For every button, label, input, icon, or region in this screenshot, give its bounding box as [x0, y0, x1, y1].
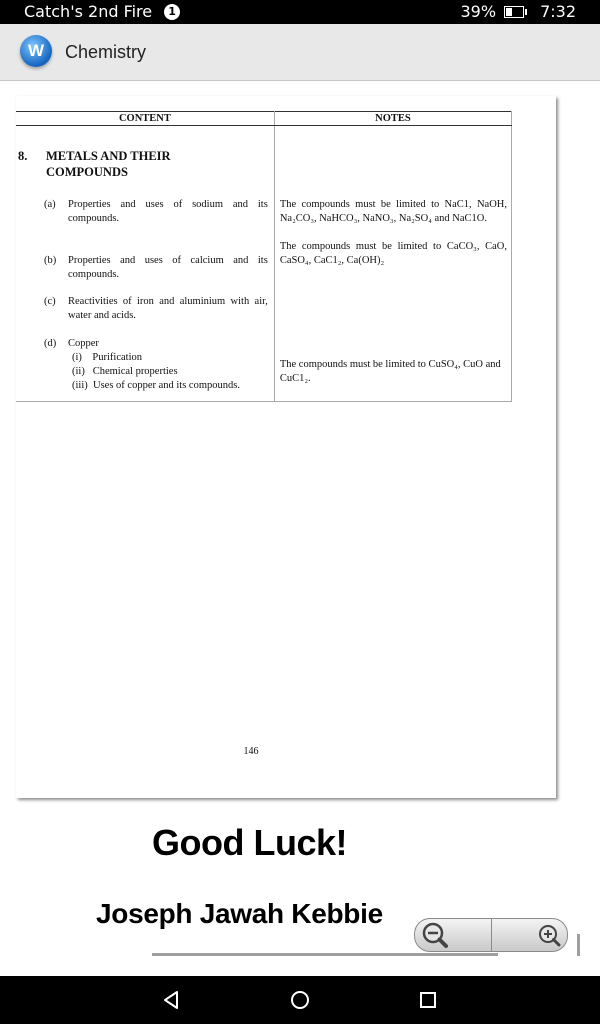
subitem-chemical-properties: (ii) Chemical properties: [72, 366, 178, 377]
clock: 7:32: [540, 2, 576, 21]
item-label: (b): [44, 255, 57, 266]
item-text: Copper: [68, 338, 99, 349]
zoom-in-button[interactable]: [492, 919, 568, 951]
content-item-a: [16, 198, 274, 226]
item-text: Properties and uses of sodium and its compounds.: [68, 199, 268, 224]
notes-cell: [274, 126, 511, 402]
subitem-purification: (i) Purification: [72, 352, 142, 363]
app-logo-icon[interactable]: W: [20, 35, 52, 67]
horizontal-scrollbar[interactable]: [152, 953, 498, 956]
content-item-b: [16, 254, 274, 282]
author-name: Joseph Jawah Kebbie: [96, 898, 383, 929]
vertical-scrollbar[interactable]: [577, 934, 580, 956]
content-header: CONTENT: [16, 112, 274, 126]
status-left: [24, 2, 180, 21]
zoom-out-button[interactable]: [415, 919, 492, 951]
note-d: The compounds must be limited to CuSO₄, CuO and CuC1₂.: [279, 359, 501, 384]
section-heading: [16, 126, 274, 180]
section-title-line1: METALS AND THEIR: [46, 149, 171, 163]
document-page[interactable]: [16, 96, 556, 798]
subitem-uses: (iii) Uses of copper and its compounds.: [72, 380, 240, 391]
battery-percentage: 39%: [460, 2, 497, 21]
back-button[interactable]: [160, 988, 184, 1012]
home-button[interactable]: [288, 988, 312, 1012]
recents-icon: [416, 988, 440, 1012]
item-text: Reactivities of iron and aluminium with air, water and acids.: [68, 296, 268, 321]
copper-subitems: [16, 351, 274, 393]
navigation-bar: [0, 976, 600, 1024]
item-label: (a): [44, 199, 56, 210]
section-title-line2: COMPOUNDS: [46, 165, 128, 179]
back-icon: [160, 988, 184, 1012]
battery-fill: [506, 8, 512, 16]
carrier-name: Catch's 2nd Fire: [24, 2, 153, 21]
content-cell: [16, 126, 274, 402]
content-item-d: [16, 337, 274, 351]
app-bar: [0, 24, 600, 81]
item-text: Properties and uses of calcium and its compounds.: [68, 255, 268, 280]
notification-badge: 1: [164, 4, 180, 20]
good-luck-text: Good Luck!: [152, 822, 347, 863]
zoom-controls: [414, 918, 568, 952]
note-b: The compounds must be limited to CaCO₃, CaO, CaSO₄, CaC1₂, Ca(OH)₂: [279, 241, 507, 266]
syllabus-table: [16, 111, 512, 402]
section-number: 8.: [18, 149, 28, 163]
zoom-out-icon: [421, 921, 449, 949]
status-bar: [0, 0, 600, 24]
content-item-c: [16, 295, 274, 323]
page-number: 146: [243, 746, 259, 757]
note-a: The compounds must be limited to NaC1, NaOH, Na₂CO₃, NaHCO₃, NaNO₃, Na₂SO₄ and NaC1O.: [279, 199, 507, 224]
home-icon: [288, 988, 312, 1012]
item-label: (d): [44, 338, 57, 349]
notes-header: NOTES: [274, 112, 511, 126]
zoom-in-icon: [537, 923, 561, 947]
item-label: (c): [44, 296, 56, 307]
battery-icon: [504, 6, 524, 18]
app-title: Chemistry: [65, 42, 147, 62]
recents-button[interactable]: [416, 988, 440, 1012]
status-right: [461, 2, 577, 21]
